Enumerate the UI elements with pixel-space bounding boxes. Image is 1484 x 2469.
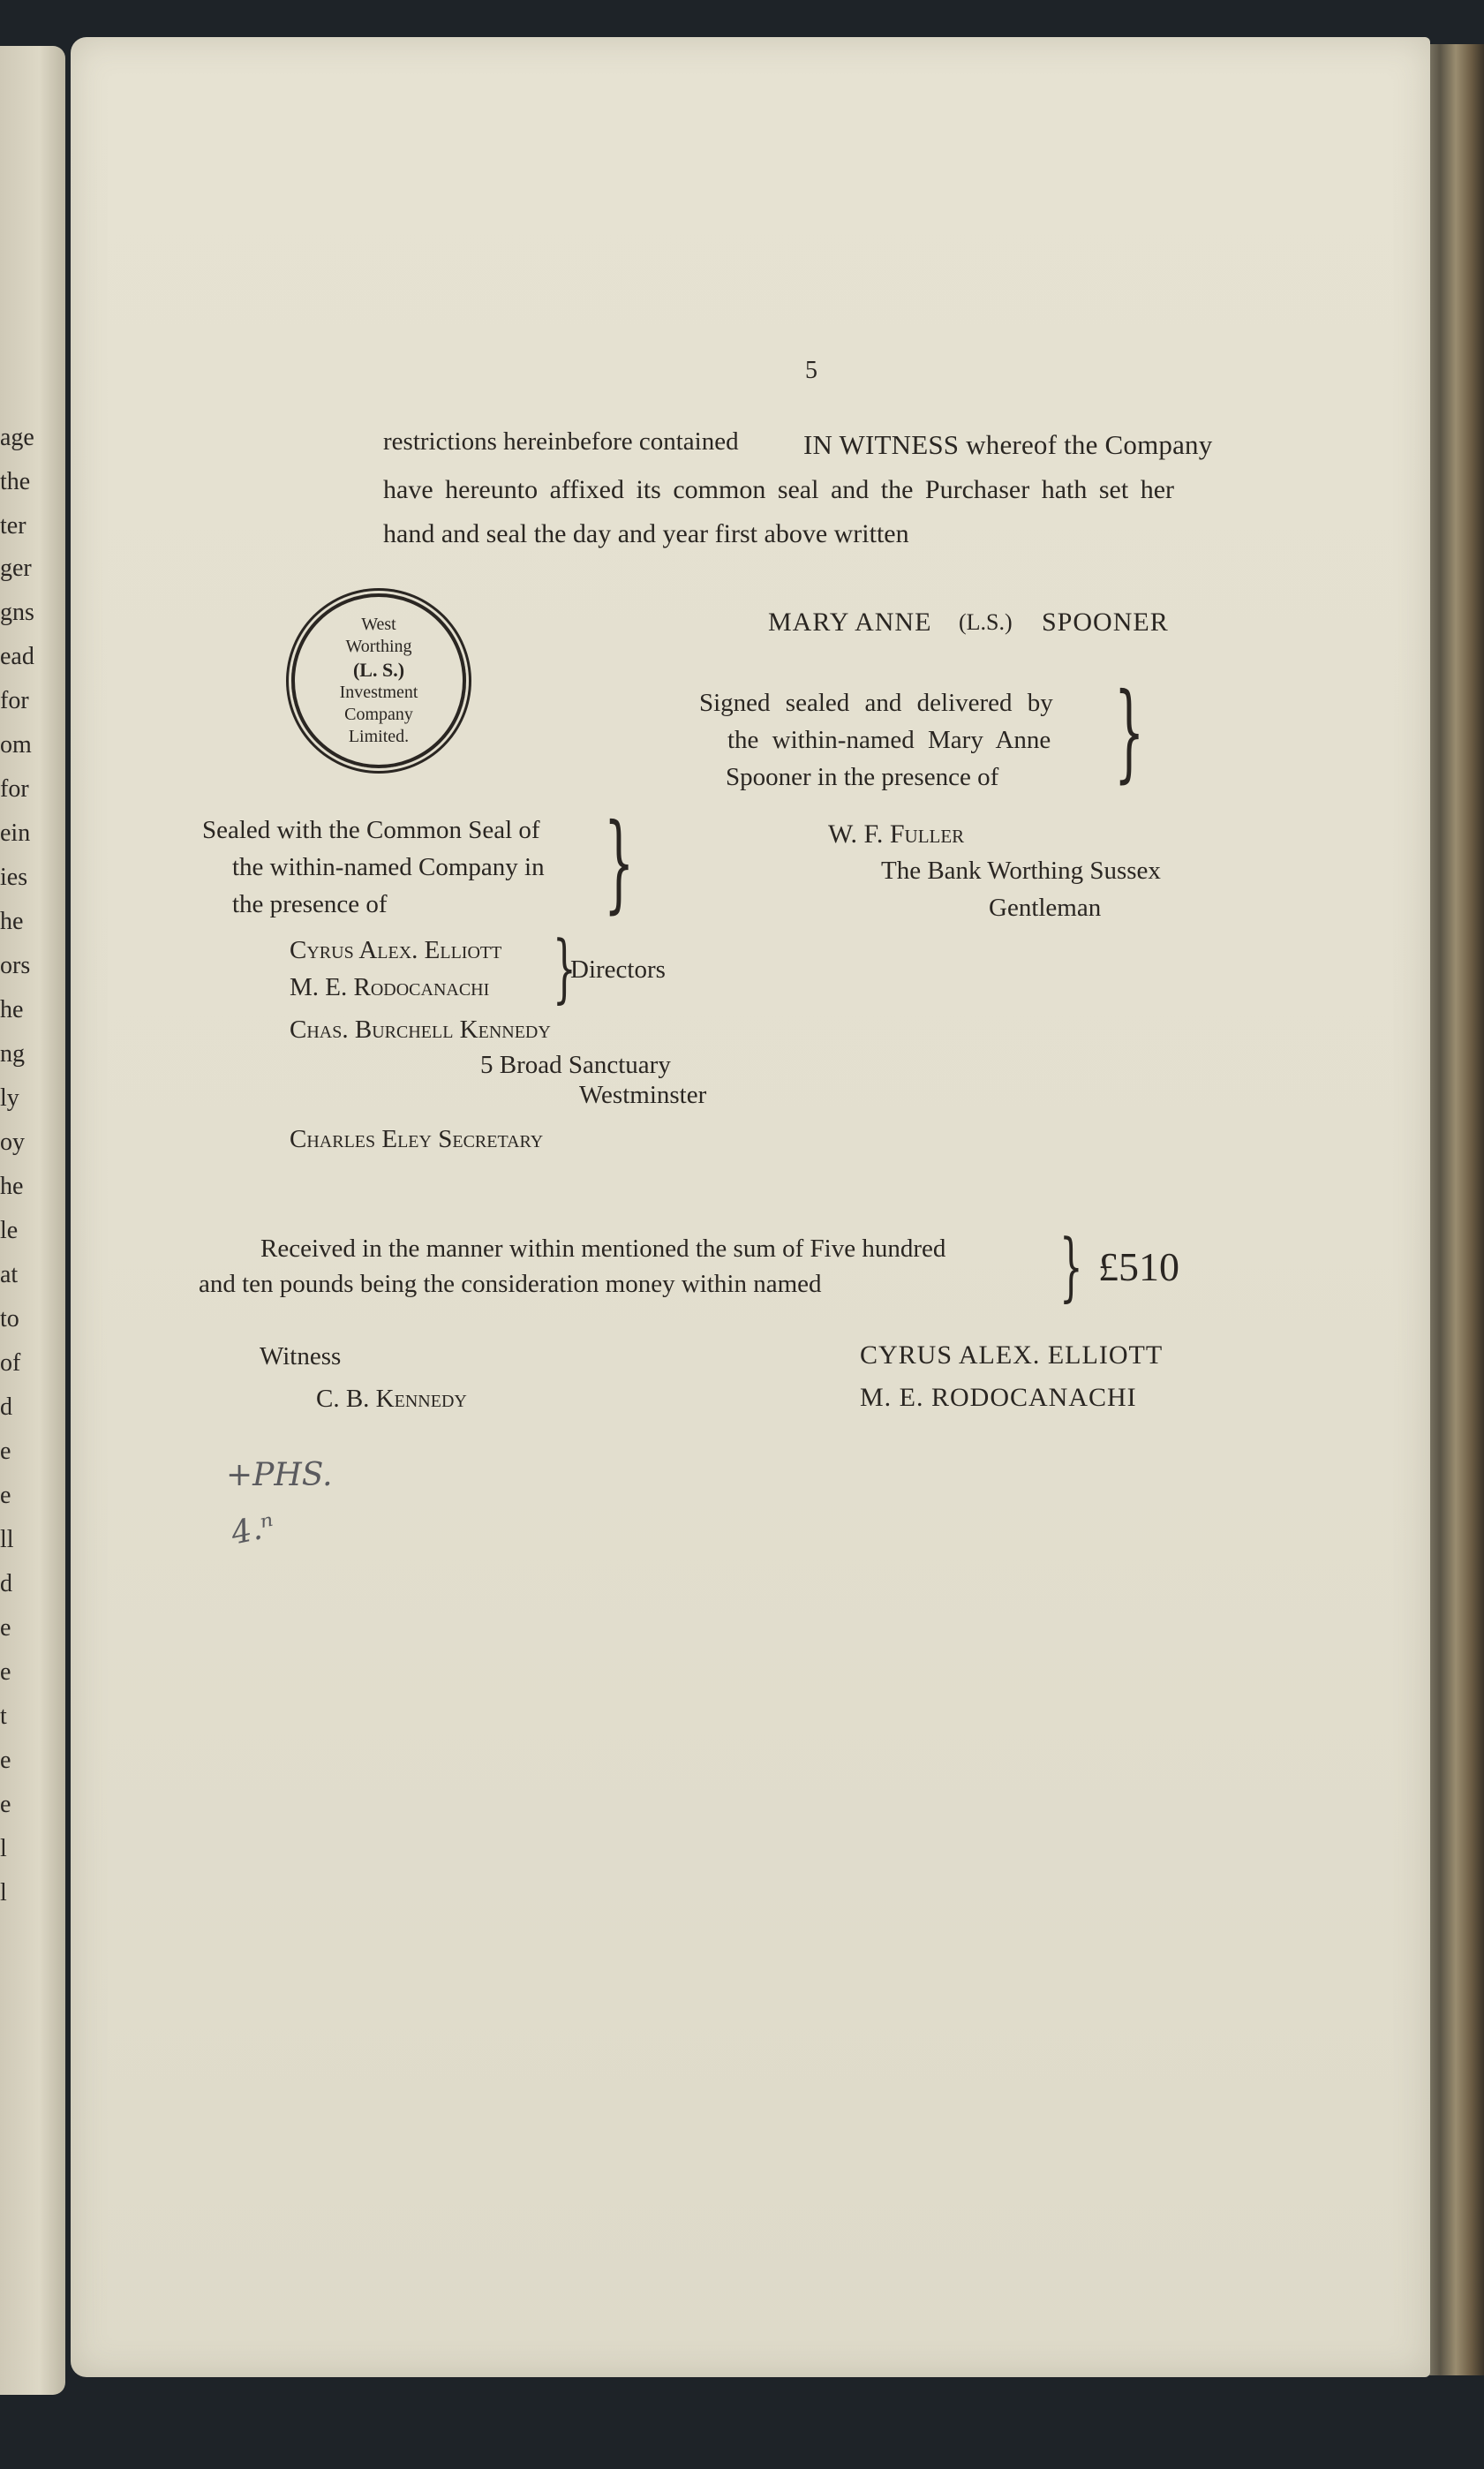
receipt-signer-2: M. E. RODOCANACHI [860,1383,1137,1412]
receipt-signer-1: CYRUS ALEX. ELLIOTT [860,1340,1164,1370]
left-page-fragment: e [0,1482,11,1509]
left-page-fragment: e [0,1747,11,1774]
purchaser-attest-brace: } [1114,671,1145,794]
left-page-fragment: he [0,1173,24,1200]
company-secretary: Charles Eley Secretary [290,1125,544,1153]
company-witness-addr-2: Westminster [579,1081,707,1109]
left-page-fragment: ter [0,512,26,540]
directors-label: Directors [570,955,666,984]
receipt-brace: } [1059,1223,1083,1310]
receipt-line-2: and ten pounds being the consideration money within named [199,1270,822,1298]
purchaser-witness-name: W. F. Fuller [828,819,965,849]
receipt-amount: £510 [1098,1244,1179,1289]
left-page-fragment: e [0,1658,11,1686]
left-page-fragment: he [0,908,24,935]
directors-brace: } [553,925,576,1011]
left-page-fragment: e [0,1614,11,1642]
purchaser-witness-addr-1: The Bank Worthing Sussex [881,857,1161,885]
purchaser-signature-last: SPOONER [1042,608,1169,637]
page-edge [1421,44,1484,2375]
left-page-fragment: ead [0,643,34,670]
company-sealed-line-1: Sealed with the Common Seal of [202,816,540,844]
left-page-fragment: e [0,1438,11,1465]
company-sealed-line-3: the presence of [232,890,388,918]
left-page-fragment: ng [0,1040,25,1068]
purchaser-attest-1: Signed sealed and delivered by [699,689,1053,717]
left-page-fragment: om [0,731,32,759]
body-line-2: have hereunto affixed its common seal and the Purchaser hath set her [383,475,1174,504]
seal-line-5: Company [344,705,413,725]
left-page-fragment: of [0,1349,21,1377]
left-page-fragment: age [0,424,34,451]
left-page-fragment: ger [0,555,32,582]
left-page-fragment: to [0,1305,19,1333]
body-line-3: hand and seal the day and year first above written [383,519,909,548]
left-page-fragment: l [0,1879,7,1906]
company-sealed-line-2: the within-named Company in [232,853,545,881]
company-witness-addr-1: 5 Broad Sanctuary [480,1051,671,1079]
page-number: 5 [805,357,817,384]
seal-line-6: Limited. [348,727,410,747]
left-page-fragment: ies [0,864,28,891]
left-page-fragment: le [0,1217,19,1244]
purchaser-witness-addr-2: Gentleman [989,894,1102,922]
left-page-fragment: ein [0,819,31,847]
seal-line-4: Investment [339,683,418,703]
purchaser-attest-2: the within-named Mary Anne [727,726,1051,754]
body-line-1a: restrictions hereinbefore contained [383,427,739,456]
left-page-fragment: e [0,1791,11,1818]
left-page-fragment: ors [0,952,31,979]
pencil-note-1: +PHS. [226,1457,333,1493]
left-page-fragment: l [0,1835,7,1862]
purchaser-attest-3: Spooner in the presence of [726,763,999,791]
receipt-witness-label: Witness [260,1342,342,1370]
left-page-fragment: oy [0,1129,25,1156]
receipt-line-1: Received in the manner within mentioned the sum of Five hundred [260,1234,946,1263]
seal-line-3: (L. S.) [352,658,405,681]
purchaser-signature-first: MARY ANNE [768,608,932,637]
receipt-witness-name: C. B. Kennedy [316,1385,467,1413]
seal-line-2: Worthing [345,636,412,656]
body-line-1b: IN WITNESS whereof the Company [803,429,1213,460]
left-page-fragment: gns [0,599,34,626]
director-2: M. E. Rodocanachi [290,973,490,1001]
company-sealed-brace: } [604,802,635,925]
company-witness-name: Chas. Burchell Kennedy [290,1016,551,1044]
left-page-fragment: t [0,1703,7,1730]
left-page-fragment: he [0,996,24,1023]
left-page-fragment: d [0,1393,12,1421]
purchaser-signature-ls: (L.S.) [959,609,1013,635]
left-page-fragment: ll [0,1526,14,1553]
left-page-fragment: at [0,1261,19,1288]
left-page-fragment: d [0,1570,12,1597]
document-page [71,37,1430,2377]
left-facing-page [0,46,65,2395]
seal-line-1: West [361,614,396,634]
director-1: Cyrus Alex. Elliott [290,936,502,964]
left-page-fragment: for [0,687,29,714]
left-page-fragment: ly [0,1084,19,1112]
left-page-fragment: for [0,775,29,803]
company-seal [291,593,466,768]
left-page-fragment: the [0,468,31,495]
pencil-note-2: 4.ⁿ [228,1507,278,1552]
